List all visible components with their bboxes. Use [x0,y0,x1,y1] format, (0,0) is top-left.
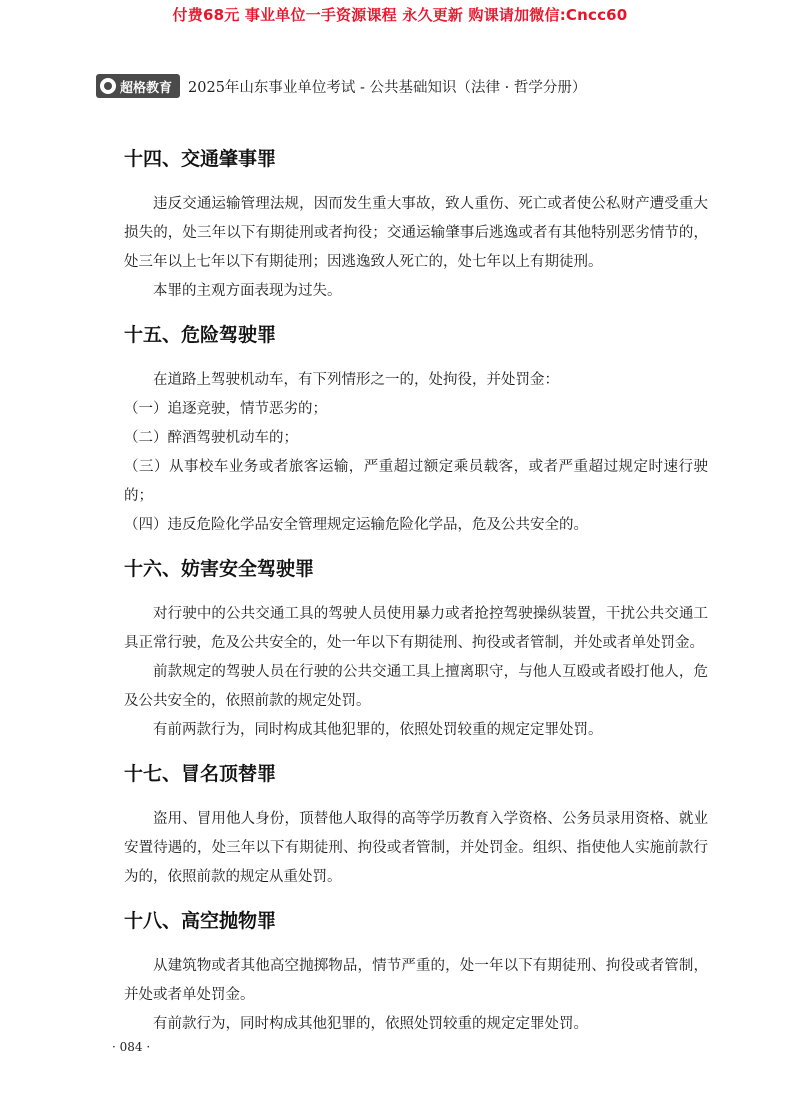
section-14 [124,144,708,306]
section-heading: 十五、危险驾驶罪 [124,324,277,346]
list-item: （二）醉酒驾驶机动车的； [124,430,298,446]
section-16 [124,554,708,745]
paragraph: 前款规定的驾驶人员在行驶的公共交通工具上擅离职守，与他人互殴或者殴打他人，危及公共安全的，依照前款的规定处罚。 [124,664,708,709]
paragraph: 本罪的主观方面表现为过失。 [153,283,342,299]
paragraph: 盗用、冒用他人身份，顶替他人取得的高等学历教育入学资格、公务员录用资格、就业安置待遇的，处三年以下有期徒刑、拘役或者管制，并处罚金。组织、指使他人实施前款行为的，依照前款的规定从重处罚。 [124,811,708,885]
list-item: （三）从事校车业务或者旅客运输，严重超过额定乘员载客，或者严重超过规定时速行驶的； [124,459,708,504]
brand-logo [96,74,180,98]
section-heading: 十七、冒名顶替罪 [124,763,277,785]
section-15 [124,320,708,540]
logo-text: 超格教育 [120,80,173,96]
page-number: · 084 · [112,1040,151,1054]
paragraph: 在道路上驾驶机动车，有下列情形之一的，处拘役，并处罚金： [153,372,559,388]
header-title: 2025年山东事业单位考试 - 公共基础知识（法律 · 哲学分册） [188,79,587,96]
logo-icon [100,78,116,94]
document-body [124,144,708,1053]
paragraph: 有前款行为，同时构成其他犯罪的，依照处罚较重的规定定罪处罚。 [153,1016,588,1032]
section-heading: 十六、妨害安全驾驶罪 [124,558,315,580]
paragraph: 违反交通运输管理法规，因而发生重大事故，致人重伤、死亡或者使公私财产遭受重大损失的，处三年以下有期徒刑或者拘役；交通运输肇事后逃逸或者有其他特别恶劣情节的，处三年以上七年以下有期徒刑；因逃逸致人死亡的，处七年以上有期徒刑。 [124,196,708,270]
section-17 [124,759,708,892]
section-18 [124,906,708,1039]
list-item: （一）追逐竞驶，情节恶劣的； [124,401,327,417]
paragraph: 对行驶中的公共交通工具的驾驶人员使用暴力或者抢控驾驶操纵装置，干扰公共交通工具正常行驶，危及公共安全的，处一年以下有期徒刑、拘役或者管制，并处或者单处罚金。 [124,606,708,651]
paragraph: 从建筑物或者其他高空抛掷物品，情节严重的，处一年以下有期徒刑、拘役或者管制，并处或者单处罚金。 [124,958,708,1003]
list-item: （四）违反危险化学品安全管理规定运输危险化学品，危及公共安全的。 [124,517,588,533]
top-banner: 付费68元 事业单位一手资源课程 永久更新 购课请加微信:Cncc60 [172,6,628,24]
section-heading: 十八、高空抛物罪 [124,910,277,932]
paragraph: 有前两款行为，同时构成其他犯罪的，依照处罚较重的规定定罪处罚。 [153,722,603,738]
page-header [96,72,586,100]
section-heading: 十四、交通肇事罪 [124,148,277,170]
